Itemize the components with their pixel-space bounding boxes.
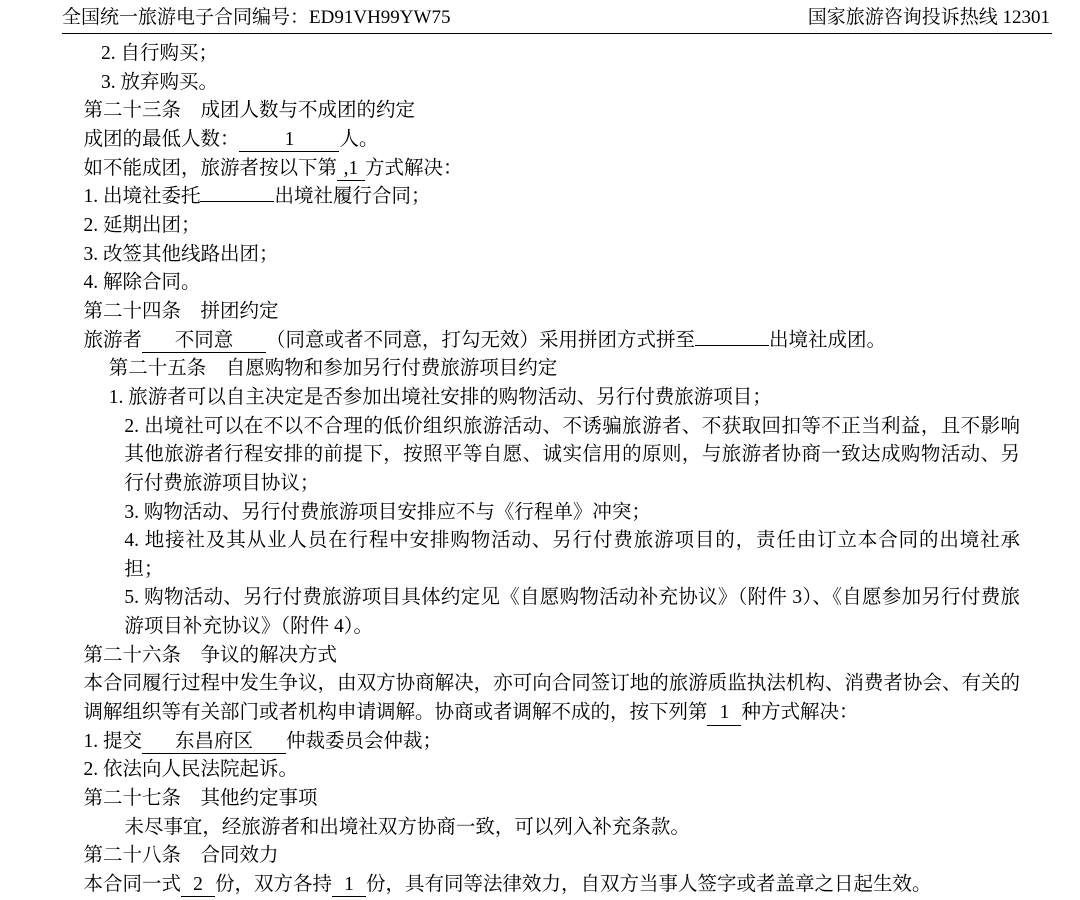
article-26-option-1 — [62, 728, 1020, 757]
contract-number-value: ED91VH99YW75 — [309, 7, 451, 28]
article-23-option-4: 4. 解除合同。 — [83, 272, 201, 294]
article-28-text-a: 本合同一式 — [83, 874, 181, 896]
document-body — [0, 34, 1080, 900]
page-header — [0, 0, 1080, 31]
article-26-body — [62, 670, 1020, 727]
article-27-body: 未尽事宜，经旅游者和出境社双方协商一致，可以列入补充条款。 — [124, 816, 690, 838]
min-people-suffix: 人。 — [339, 128, 379, 150]
arbitration-committee-value[interactable]: 东昌府区 — [142, 731, 286, 754]
contract-number-label: 全国统一旅游电子合同编号： — [62, 7, 310, 28]
min-people-label: 成团的最低人数： — [83, 128, 240, 150]
option-1-text-a: 1. 出境社委托 — [83, 186, 201, 208]
clause-item-buy-self: 2. 自行购买； — [101, 43, 219, 64]
article-26-option-2: 2. 依法向人民法院起诉。 — [83, 759, 298, 781]
article-24-text-b: （同意或者不同意，打勾无效）采用拼团方式拼至 — [265, 329, 695, 351]
article-23-fail-option — [62, 155, 1020, 184]
copies-each-value[interactable]: 1 — [332, 874, 366, 897]
article-26-option-1-text-a: 1. 提交 — [83, 730, 142, 752]
article-28-title: 第二十八条 合同效力 — [83, 845, 279, 867]
article-28-text-c: 份，具有同等法律效力，自双方当事人签字或者盖章之日起生效。 — [365, 874, 932, 896]
article-24-agree-value[interactable]: 不同意 — [142, 330, 266, 353]
option-1-blank[interactable] — [200, 201, 274, 202]
article-27-title: 第二十七条 其他约定事项 — [83, 788, 318, 810]
article-26-option-1-text-b: 仲裁委员会仲裁； — [285, 730, 442, 752]
article-28-body — [62, 871, 1020, 900]
hotline-text: 国家旅游咨询投诉热线 12301 — [807, 7, 1050, 28]
fail-option-suffix: 方式解决： — [364, 157, 463, 179]
article-23-title: 第二十三条 成团人数与不成团的约定 — [83, 100, 415, 122]
article-23-min-people — [62, 126, 1020, 155]
copies-total-value[interactable]: 2 — [181, 874, 215, 897]
article-26-method-value[interactable]: 1 — [707, 702, 741, 725]
article-25-title: 第二十五条 自愿购物和参加另行付费旅游项目约定 — [108, 358, 558, 380]
article-25-item-2: 2. 出境社可以在不以不合理的低价组织旅游活动、不诱骗旅游者、不获取回扣等不正当利益，且不影响其他旅游者行程安排的前提下，按照平等自愿、诚实信用的原则，与旅游者协商一致达成购物活动、另行付费旅游项目协议； — [124, 415, 1020, 494]
article-23-option-1 — [62, 183, 1020, 212]
article-24-agency-blank[interactable] — [695, 345, 769, 346]
article-24-title: 第二十四条 拼团约定 — [83, 300, 279, 322]
option-1-text-b: 出境社履行合同； — [274, 186, 431, 208]
article-23-option-3: 3. 改签其他线路出团； — [83, 243, 279, 265]
contract-number-block — [62, 8, 450, 27]
article-24-text-c: 出境社成团。 — [768, 329, 886, 351]
article-26-text-a: 本合同履行过程中发生争议，由双方协商解决，亦可向合同签订地的旅游质监执法机构、消费者协会、有关的调解组织等有关部门或者机构申请调解。协商或者调解不成的，按下列第 — [83, 673, 1020, 724]
article-25-item-5: 5. 购物活动、另行付费旅游项目具体约定见《自愿购物活动补充协议》（附件 3）、《自愿参加另行付费旅游项目补充协议》（附件 4）。 — [124, 587, 1020, 638]
article-24-text-a: 旅游者 — [83, 329, 142, 351]
article-26-title: 第二十六条 争议的解决方式 — [83, 644, 337, 666]
article-28-text-b: 份，双方各持 — [214, 874, 332, 896]
fail-option-label: 如不能成团，旅游者按以下第 — [83, 157, 337, 179]
article-24-body — [62, 327, 1020, 356]
article-25-item-1: 1. 旅游者可以自主决定是否参加出境社安排的购物活动、另行付费旅游项目； — [108, 386, 772, 408]
article-25-item-3: 3. 购物活动、另行付费旅游项目安排应不与《行程单》冲突； — [124, 501, 651, 523]
article-25-item-4: 4. 地接社及其从业人员在行程中安排购物活动、另行付费旅游项目的，责任由订立本合同的出境社承担； — [124, 530, 1020, 580]
clause-item-give-up: 3. 放弃购买。 — [101, 71, 219, 93]
min-people-value[interactable]: 1 — [239, 129, 339, 152]
article-23-option-2: 2. 延期出团； — [83, 214, 201, 236]
fail-option-value[interactable]: ,1 — [337, 158, 365, 181]
article-26-text-b: 种方式解决： — [741, 702, 859, 724]
